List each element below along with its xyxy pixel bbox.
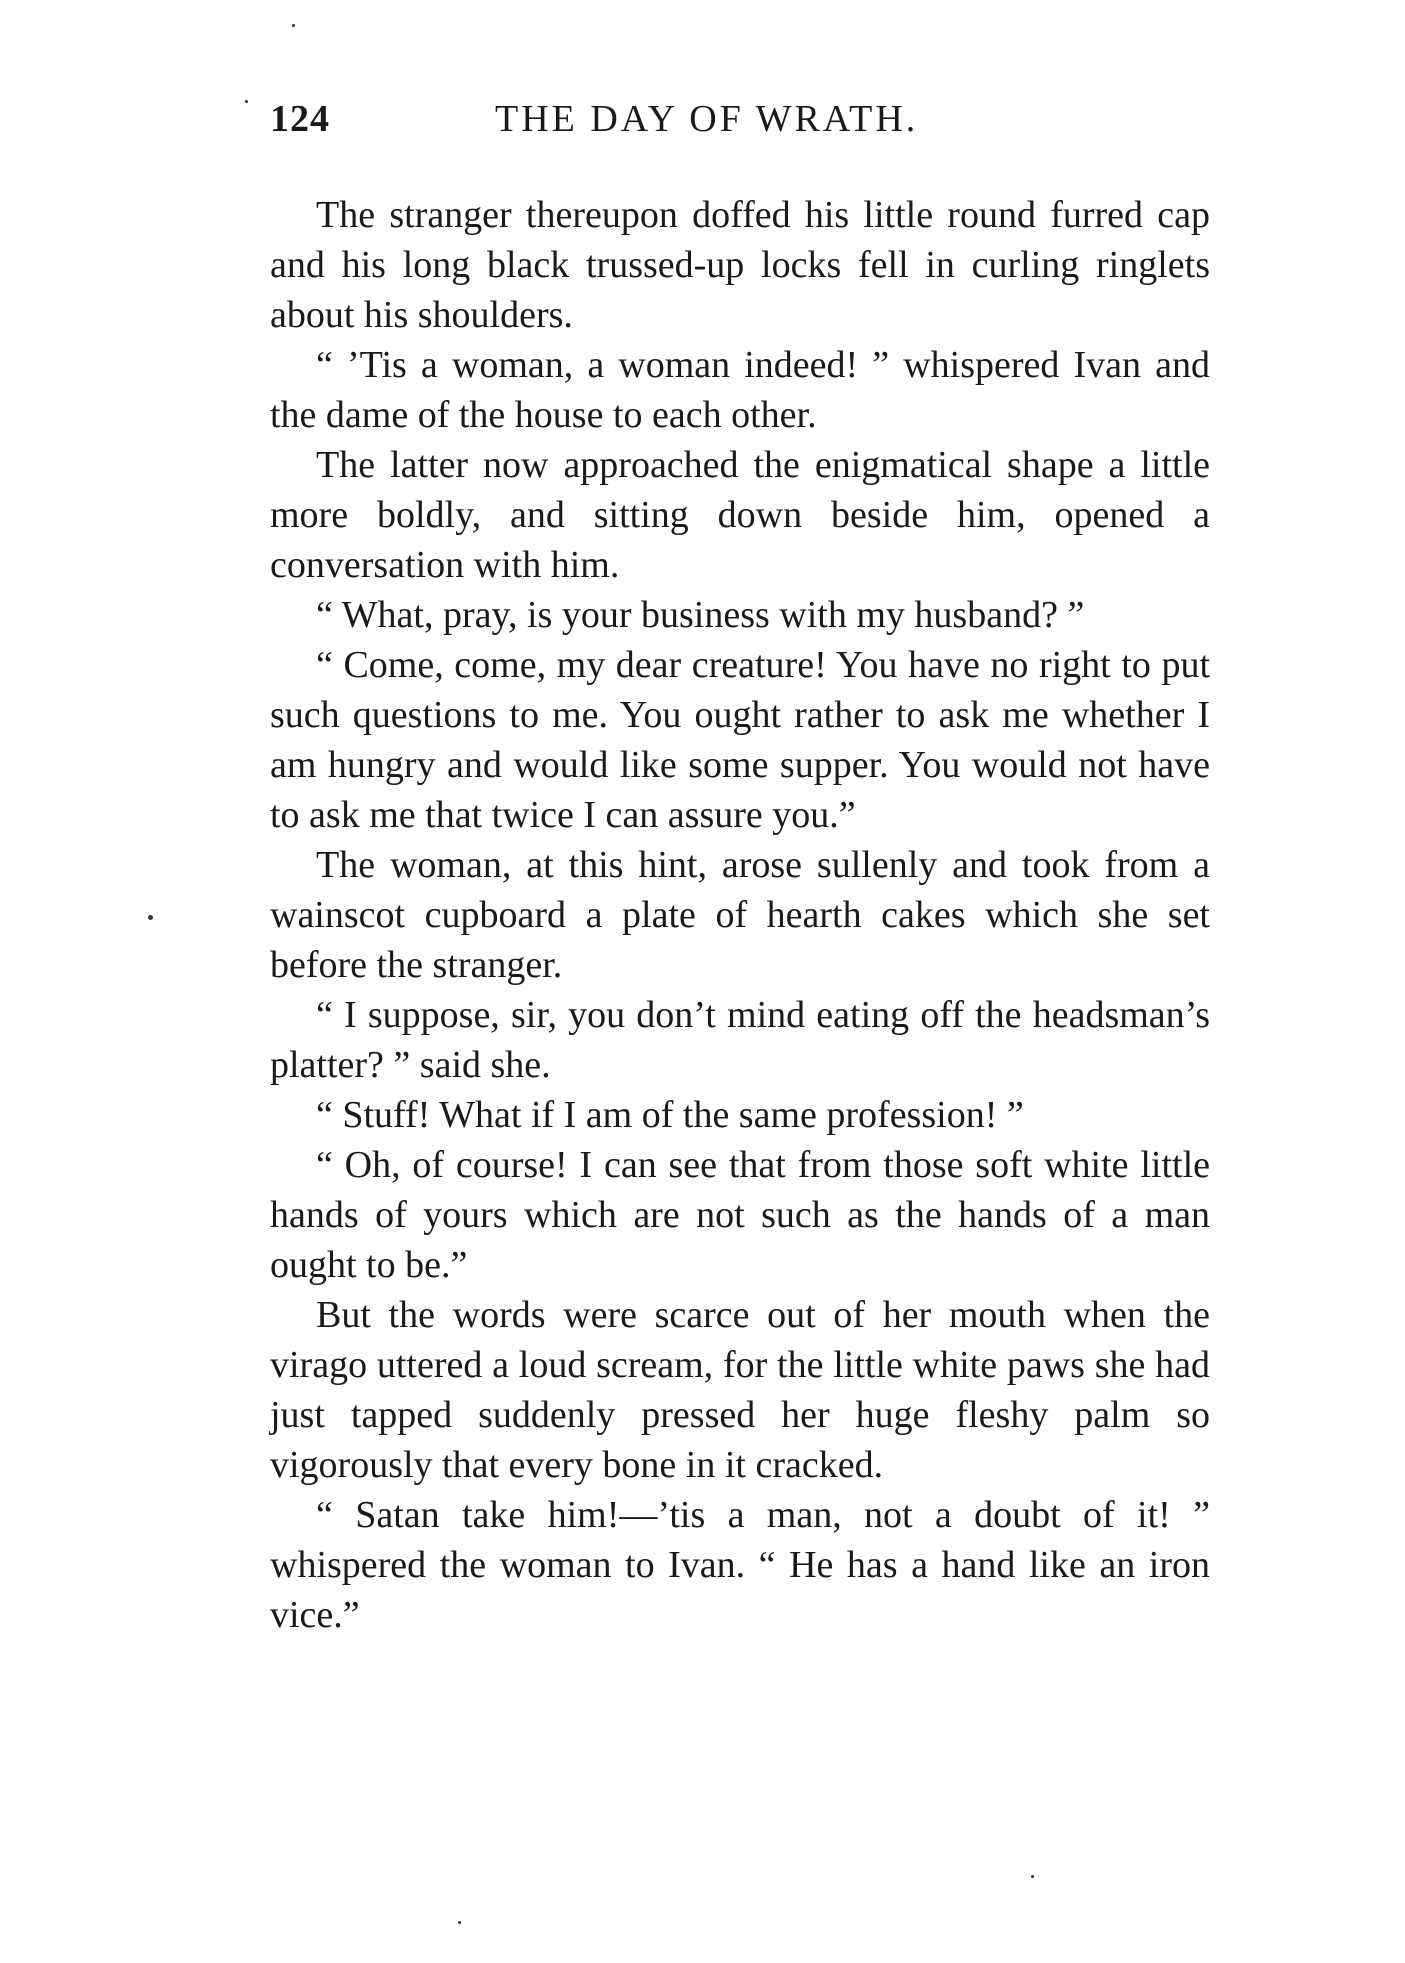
page-number: 124 [270, 98, 330, 140]
paragraph: “ ’Tis a woman, a woman indeed! ” whispered Ivan and the dame of the house to each other. [270, 344, 1210, 436]
paragraph: The latter now approached the enigmatical shape a little more boldly, and sitting down beside him, opened a conversation with him. [270, 444, 1210, 586]
speck [245, 100, 248, 103]
paragraph: “ What, pray, is your business with my husband? ” [316, 594, 1085, 636]
paragraph: “ I suppose, sir, you don’t mind eating off the headsman’s platter? ” said she. [270, 994, 1210, 1086]
speck [292, 24, 295, 27]
paragraph: The woman, at this hint, arose sullenly and took from a wainscot cupboard a plate of hearth cakes which she set before the stranger. [270, 844, 1210, 986]
speck [458, 1921, 461, 1924]
paragraph: “ Come, come, my dear creature! You have no right to put such questions to me. You ought rather to ask me whether I am hungry and would like some supper. You would not have to ask me that twice I can assure you.” [270, 644, 1210, 836]
paragraph: “ Oh, of course! I can see that from those soft white little hands of yours which are not such as the hands of a man ought to be.” [270, 1144, 1210, 1286]
paragraph: “ Stuff! What if I am of the same profession! ” [316, 1094, 1024, 1136]
paragraph: But the words were scarce out of her mouth when the virago uttered a loud scream, for the little white paws she had just tapped suddenly pressed her huge fleshy palm so vigorously that every bone in it cracked. [270, 1294, 1210, 1486]
speck [1031, 1875, 1034, 1878]
paragraph: “ Satan take him!—’tis a man, not a doubt of it! ” whispered the woman to Ivan. “ He has a hand like an iron vice.” [270, 1494, 1210, 1636]
speck [148, 915, 153, 920]
running-title: THE DAY OF WRATH. [495, 98, 919, 140]
page-header [270, 97, 1210, 147]
body-text [270, 190, 1210, 1640]
paragraph: The stranger thereupon doffed his little round furred cap and his long black trussed-up locks fell in curling ringlets about his shoulders. [270, 194, 1210, 336]
